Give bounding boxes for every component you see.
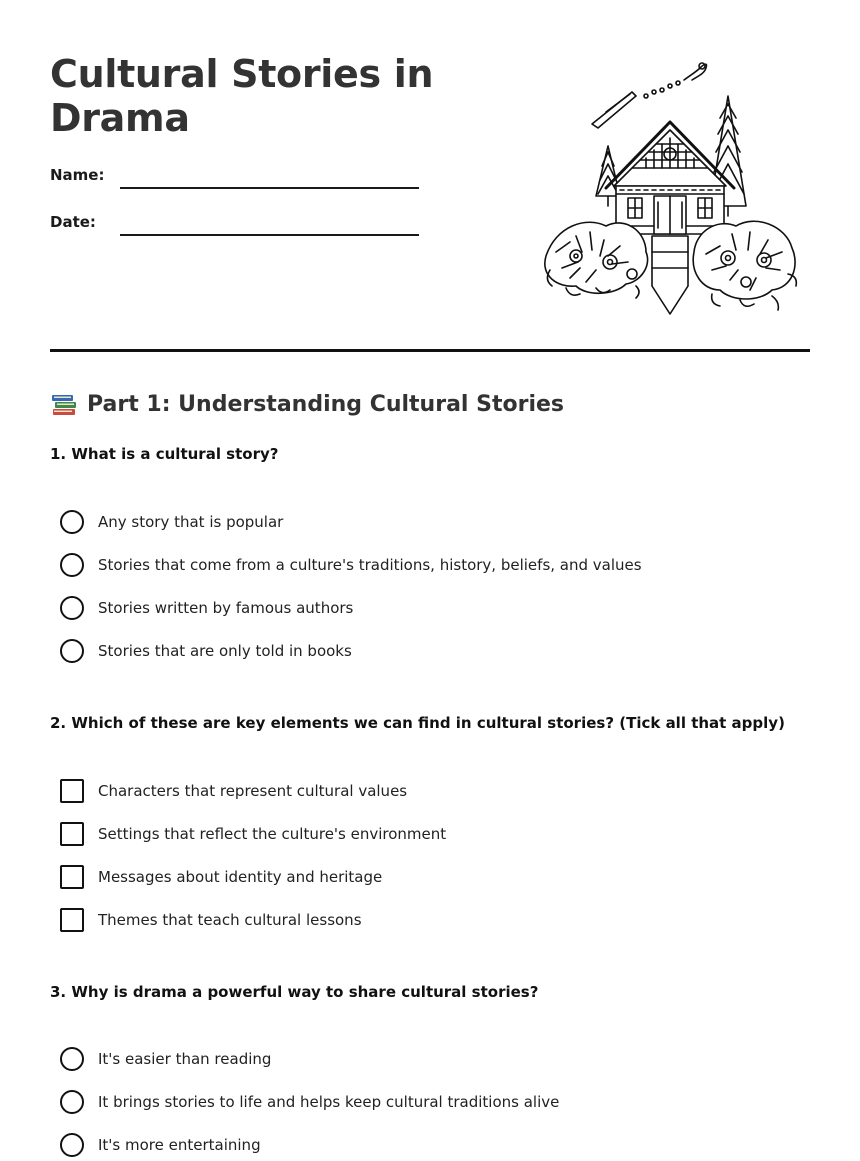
option-label: It brings stories to life and helps keep cultural traditions alive bbox=[98, 1093, 560, 1111]
q3-option-3[interactable] bbox=[60, 1132, 261, 1158]
q3-option-1[interactable] bbox=[60, 1046, 271, 1072]
radio-button[interactable] bbox=[60, 1047, 84, 1071]
question-3-prompt: 3. Why is drama a powerful way to share cultural stories? bbox=[50, 983, 539, 1001]
radio-button[interactable] bbox=[60, 510, 84, 534]
option-label: Themes that teach cultural lessons bbox=[98, 911, 362, 929]
radio-button[interactable] bbox=[60, 596, 84, 620]
path-icon bbox=[652, 236, 688, 314]
checkbox[interactable] bbox=[60, 865, 84, 889]
q2-option-1[interactable] bbox=[60, 778, 407, 804]
folk-house-illustration-icon bbox=[536, 56, 800, 318]
option-label: Any story that is popular bbox=[98, 513, 284, 531]
kite-icon bbox=[592, 63, 707, 128]
q2-option-4[interactable] bbox=[60, 907, 362, 933]
option-label: Settings that reflect the culture's environment bbox=[98, 825, 447, 843]
radio-button[interactable] bbox=[60, 1133, 84, 1157]
part1-title: Part 1: Understanding Cultural Stories bbox=[87, 391, 564, 417]
question-2-prompt: 2. Which of these are key elements we can find in cultural stories? (Tick all that apply) bbox=[50, 714, 785, 732]
header-divider bbox=[50, 349, 810, 352]
q2-option-2[interactable] bbox=[60, 821, 446, 847]
checkbox[interactable] bbox=[60, 822, 84, 846]
option-label: It's easier than reading bbox=[98, 1050, 272, 1068]
books-icon bbox=[50, 390, 78, 418]
q1-option-4[interactable] bbox=[60, 638, 352, 664]
option-label: Stories that are only told in books bbox=[98, 642, 352, 660]
radio-button[interactable] bbox=[60, 639, 84, 663]
checkbox[interactable] bbox=[60, 779, 84, 803]
name-label: Name: bbox=[50, 166, 105, 184]
house-icon bbox=[606, 122, 734, 234]
q3-option-2[interactable] bbox=[60, 1089, 559, 1115]
option-label: Messages about identity and heritage bbox=[98, 868, 383, 886]
radio-button[interactable] bbox=[60, 1090, 84, 1114]
q1-option-3[interactable] bbox=[60, 595, 353, 621]
worksheet-title: Cultural Stories in Drama bbox=[50, 52, 434, 140]
option-label: It's more entertaining bbox=[98, 1136, 261, 1154]
q1-option-1[interactable] bbox=[60, 509, 283, 535]
checkbox[interactable] bbox=[60, 908, 84, 932]
q1-option-2[interactable] bbox=[60, 552, 642, 578]
foliage-left-icon bbox=[545, 222, 648, 298]
option-label: Stories written by famous authors bbox=[98, 599, 354, 617]
name-field[interactable] bbox=[120, 187, 419, 189]
date-label: Date: bbox=[50, 213, 96, 231]
option-label: Characters that represent cultural values bbox=[98, 782, 408, 800]
foliage-right-icon bbox=[693, 221, 796, 310]
part1-heading bbox=[50, 388, 564, 420]
date-field[interactable] bbox=[120, 234, 419, 236]
radio-button[interactable] bbox=[60, 553, 84, 577]
question-1-prompt: 1. What is a cultural story? bbox=[50, 445, 279, 463]
option-label: Stories that come from a culture's traditions, history, beliefs, and values bbox=[98, 556, 642, 574]
q2-option-3[interactable] bbox=[60, 864, 382, 890]
